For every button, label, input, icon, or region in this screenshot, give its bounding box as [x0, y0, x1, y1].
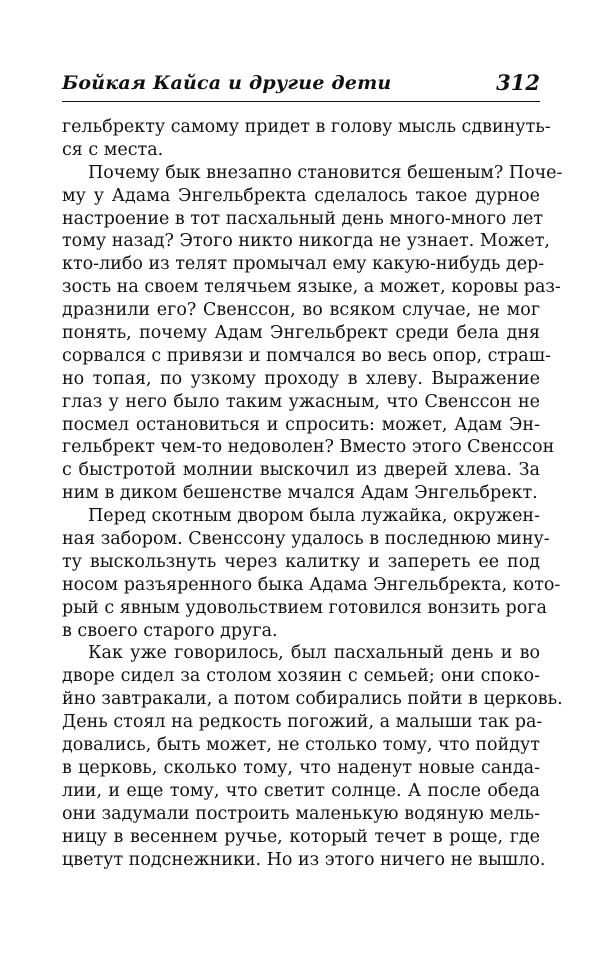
text-line: понять, почему Адам Энгельбрект среди бела дня	[62, 323, 540, 344]
page-number: 312	[496, 70, 540, 95]
text-line: настроение в тот пасхальный день много-много лет	[62, 208, 544, 229]
text-line: посмел остановиться и спросить: может, Адам Эн-	[62, 414, 540, 435]
text-line: ся с места.	[62, 139, 164, 160]
page-header	[62, 64, 540, 104]
text-line: носом разъяренного быка Адама Энгельбректа, кото-	[62, 574, 561, 595]
text-line: Почему бык внезапно становится бешеным? Поче-	[88, 162, 563, 183]
text-line: цветут подснежники. Но из этого ничего не вышло.	[62, 849, 546, 870]
text-line: лии, и еще тому, что светит солнце. А после обеда	[62, 780, 540, 801]
text-line: ту выскользнуть через калитку и запереть ее под	[62, 551, 540, 572]
text-line: зость на своем телячьем языке, а может, коровы раз-	[62, 277, 561, 298]
text-line: дворе сидел за столом хозяин с семьей; они споко-	[62, 666, 540, 687]
text-line: йно завтракали, а потом собирались пойти в церковь.	[62, 689, 563, 710]
text-line: ним в диком бешенстве мчался Адам Энгельбрект.	[62, 483, 538, 504]
header-rule	[62, 101, 540, 102]
text-line: рый с явным удовольствием готовился вонзить рога	[62, 597, 547, 618]
paragraph	[62, 505, 561, 642]
text-line: му у Адама Энгельбректа сделалось такое дурное	[62, 185, 540, 206]
text-line: в своего старого друга.	[62, 620, 278, 641]
text-line: ная забором. Свенссону удалось в последнюю мину-	[62, 529, 550, 550]
text-line: но топая, по узкому проходу в хлеву. Выражение	[62, 368, 540, 389]
paragraph	[62, 642, 563, 871]
text-line: Перед скотным двором была лужайка, окружен-	[88, 506, 541, 527]
paragraph	[62, 162, 563, 505]
text-line: в церковь, сколько тому, что наденут новые санда-	[62, 757, 540, 778]
text-line: тому назад? Этого никто никогда не узнает. Может,	[62, 231, 550, 252]
text-line: День стоял на редкость погожий, а малыши так ра-	[62, 712, 543, 733]
text-line: довались, быть может, не столько тому, что пойдут	[62, 735, 540, 756]
text-line: дразнили его? Свенссон, во всяком случае, не мог	[62, 300, 540, 321]
running-title: Бойкая Кайса и другие дети	[62, 72, 392, 94]
text-line: они задумали построить маленькую водяную мель-	[62, 803, 540, 824]
text-line: гельбректу самому придет в голову мысль сдвинуть-	[62, 117, 551, 137]
text-line: кто-либо из телят промычал ему какую-нибудь дер-	[62, 254, 545, 275]
text-line: глаз у него было таким ужасным, что Свенссон не	[62, 391, 540, 412]
text-line: с быстротой молнии выскочил из дверей хлева. За	[62, 460, 540, 481]
text-line: гельбрект чем-то недоволен? Вместо этого Свенссон	[62, 437, 555, 458]
text-line: ницу в весеннем ручье, который течет в роще, где	[62, 826, 540, 847]
paragraph	[62, 116, 551, 162]
text-line: сорвался с привязи и помчался во весь опор, страш-	[62, 345, 551, 366]
body-text	[62, 116, 563, 871]
text-line: Как уже говорилось, был пасхальный день и во	[88, 643, 540, 664]
